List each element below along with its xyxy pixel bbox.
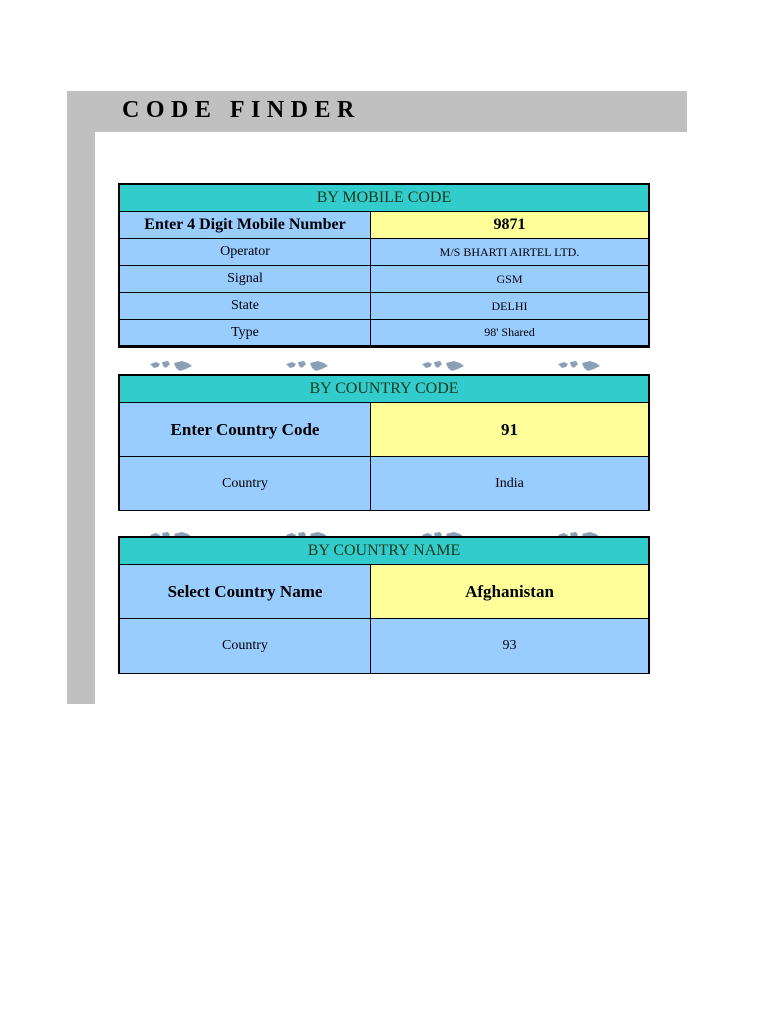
operator-value: M/S BHARTI AIRTEL LTD. bbox=[371, 239, 648, 265]
signal-value: GSM bbox=[371, 266, 648, 292]
country-code-header: BY COUNTRY CODE bbox=[120, 376, 648, 403]
decoration-strip bbox=[118, 700, 650, 704]
table-row bbox=[120, 238, 648, 265]
world-map-icon bbox=[556, 702, 604, 704]
world-map-icon bbox=[284, 702, 332, 704]
page-title: CODE FINDER bbox=[122, 97, 361, 123]
world-map-icon bbox=[420, 359, 468, 373]
decoration-strip bbox=[118, 357, 650, 375]
table-row bbox=[120, 265, 648, 292]
table-row bbox=[120, 319, 648, 345]
type-label: Type bbox=[120, 320, 371, 345]
country-name-label: Select Country Name bbox=[120, 565, 371, 618]
country-code-label: Enter Country Code bbox=[120, 403, 371, 456]
state-label: State bbox=[120, 293, 371, 319]
country-code-result-label: Country bbox=[120, 619, 371, 673]
country-code-input[interactable]: 91 bbox=[371, 403, 648, 456]
table-row bbox=[120, 292, 648, 319]
mobile-number-label: Enter 4 Digit Mobile Number bbox=[120, 212, 371, 238]
country-code-panel bbox=[118, 374, 650, 511]
operator-label: Operator bbox=[120, 239, 371, 265]
country-name-input-row bbox=[120, 565, 648, 618]
country-code-result-value: 93 bbox=[371, 619, 648, 673]
mobile-number-input[interactable]: 9871 bbox=[371, 212, 648, 238]
world-map-icon bbox=[148, 702, 196, 704]
mobile-number-row bbox=[120, 212, 648, 238]
mobile-code-header: BY MOBILE CODE bbox=[120, 185, 648, 212]
world-map-icon bbox=[284, 359, 332, 373]
table-row bbox=[120, 456, 648, 510]
country-result-label: Country bbox=[120, 457, 371, 510]
sheet-frame-left bbox=[67, 132, 95, 704]
type-value: 98' Shared bbox=[371, 320, 648, 345]
mobile-code-panel bbox=[118, 183, 650, 348]
table-row bbox=[120, 618, 648, 673]
world-map-icon bbox=[420, 702, 468, 704]
country-name-header: BY COUNTRY NAME bbox=[120, 538, 648, 565]
decoration-strip bbox=[118, 528, 650, 536]
country-code-input-row bbox=[120, 403, 648, 456]
state-value: DELHI bbox=[371, 293, 648, 319]
signal-label: Signal bbox=[120, 266, 371, 292]
world-map-icon bbox=[556, 359, 604, 373]
country-name-panel bbox=[118, 536, 650, 674]
country-name-select[interactable]: Afghanistan bbox=[371, 565, 648, 618]
world-map-icon bbox=[148, 359, 196, 373]
country-result-value: India bbox=[371, 457, 648, 510]
